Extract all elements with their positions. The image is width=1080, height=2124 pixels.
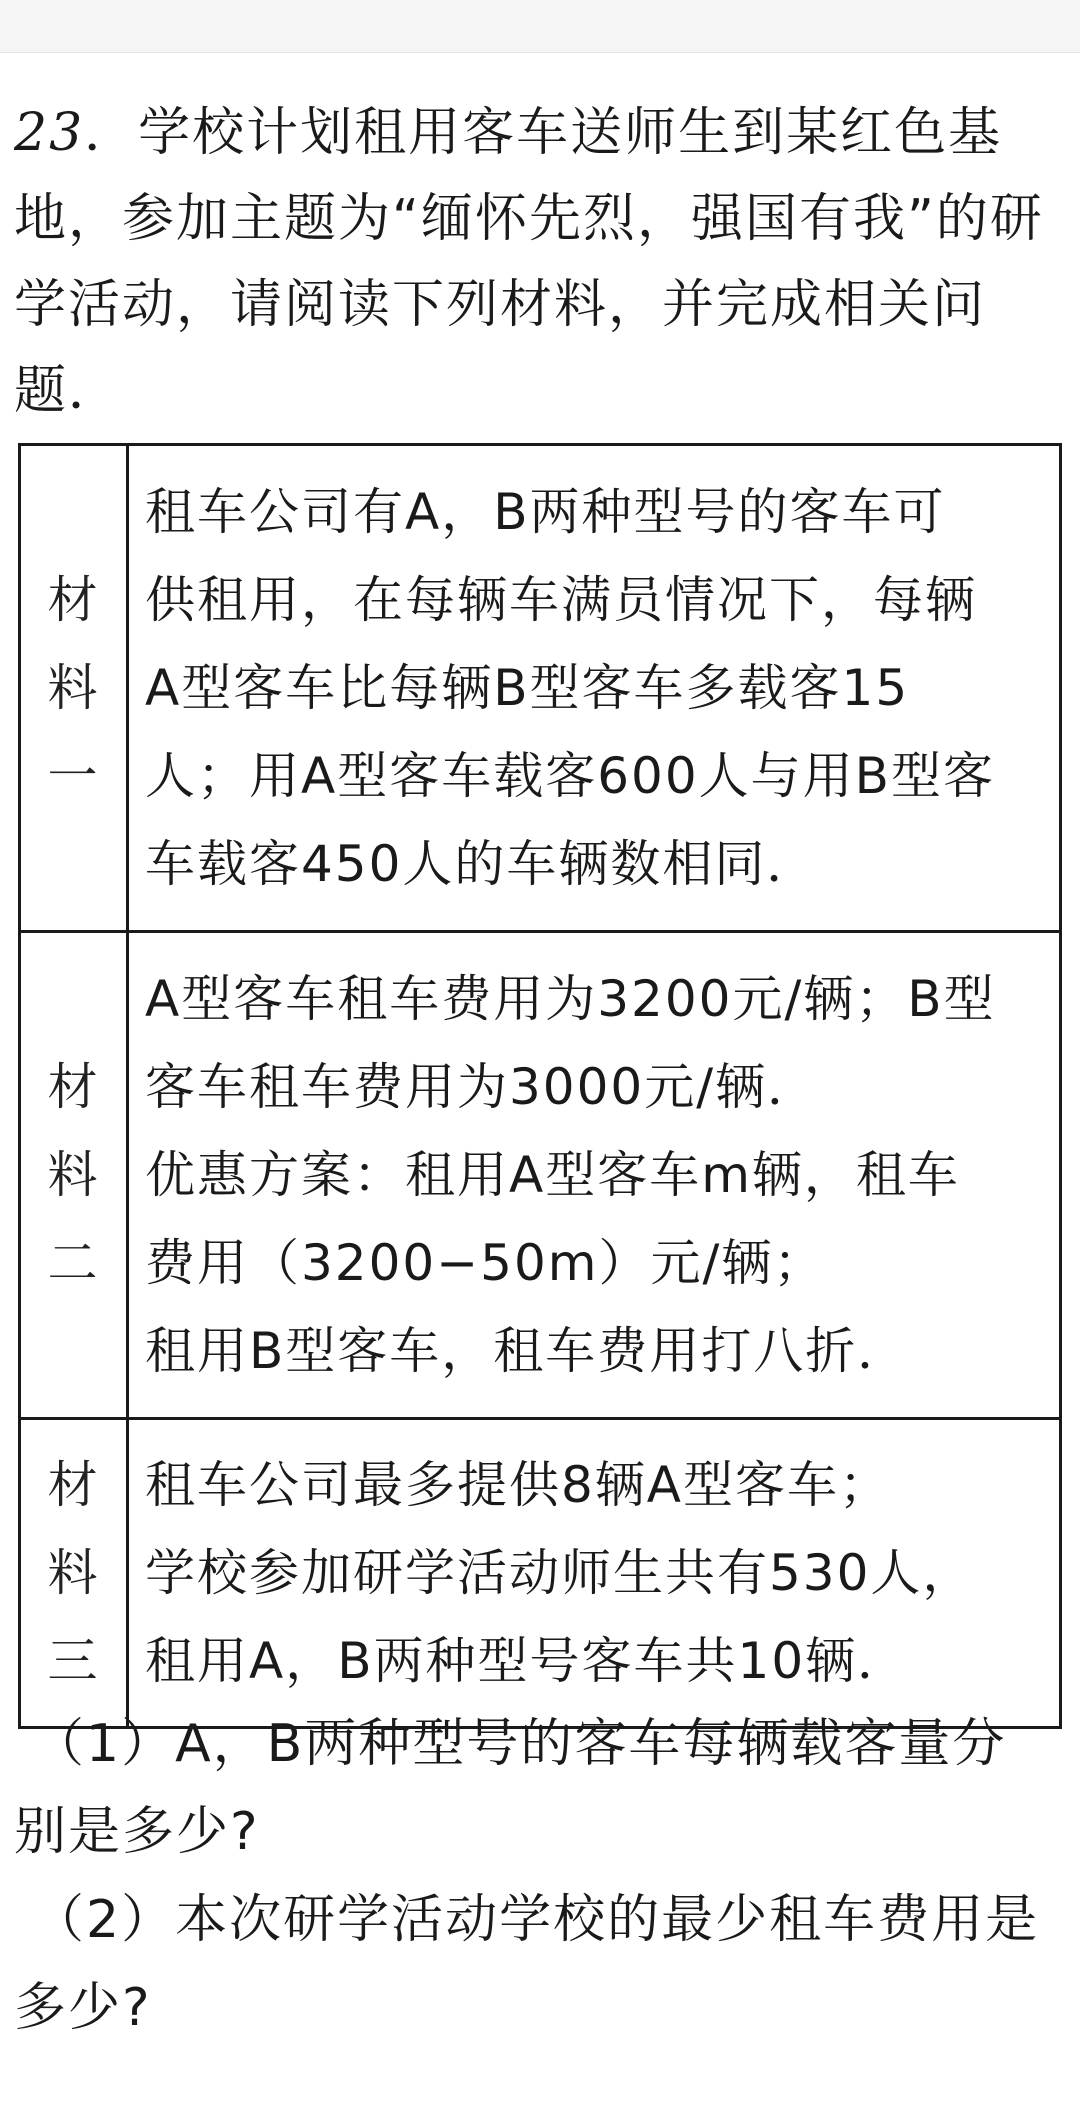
material-line: 租用B型客车，租车费用打八折． bbox=[145, 1322, 910, 1380]
intro-line: 地，参加主题为“缅怀先烈，强国有我”的研 bbox=[14, 189, 1044, 249]
material-label-cell bbox=[20, 932, 128, 1419]
intro-line: ．学校计划租用客车送师生到某红色基 bbox=[84, 103, 1003, 163]
material-line: 学校参加研学活动师生共有530人， bbox=[145, 1544, 975, 1602]
material-line: 优惠方案：租用A型客车m辆，租车 bbox=[145, 1146, 960, 1204]
intro-line: 学活动，请阅读下列材料，并完成相关问 bbox=[14, 275, 987, 335]
material-line: 租车公司最多提供8辆A型客车； bbox=[145, 1456, 892, 1514]
sub-question-line: （1）A，B两种型号的客车每辆载客量分 bbox=[32, 1714, 1007, 1774]
material-row bbox=[20, 445, 1061, 932]
question-number: 23 bbox=[14, 103, 85, 163]
material-label: 材料三 bbox=[47, 1456, 100, 1690]
material-line: 车载客450人的车辆数相同． bbox=[145, 835, 819, 893]
material-line: A型客车租车费用为3200元/辆；B型 bbox=[145, 970, 996, 1028]
material-line: 费用（3200−50m）元/辆； bbox=[145, 1234, 826, 1292]
question-intro bbox=[14, 90, 1064, 434]
material-line: 租用A，B两种型号客车共10辆． bbox=[145, 1632, 910, 1690]
material-label: 材料二 bbox=[47, 1058, 100, 1292]
sub-question-line: 别是多少? bbox=[14, 1802, 260, 1862]
material-label-cell bbox=[20, 445, 128, 932]
sub-question-line: 多少? bbox=[14, 1978, 152, 2038]
problem-content bbox=[0, 52, 1080, 2038]
material-body bbox=[128, 932, 1061, 1419]
material-body bbox=[128, 445, 1061, 932]
material-label: 材料一 bbox=[47, 571, 100, 805]
materials-table bbox=[18, 443, 1062, 1729]
material-line: 供租用，在每辆车满员情况下，每辆 bbox=[145, 571, 977, 629]
sub-question-line: （2）本次研学活动学校的最少租车费用是 bbox=[32, 1890, 1040, 1950]
sub-questions bbox=[14, 1700, 1064, 2052]
material-line: A型客车比每辆B型客车多载客15 bbox=[145, 659, 910, 717]
intro-line: 题． bbox=[14, 361, 123, 421]
material-line: 租车公司有A，B两种型号的客车可 bbox=[145, 483, 946, 541]
material-row bbox=[20, 1419, 1061, 1728]
top-bar bbox=[0, 0, 1080, 53]
material-line: 人；用A型客车载客600人与用B型客 bbox=[145, 747, 995, 805]
material-label-cell bbox=[20, 1419, 128, 1728]
material-line: 客车租车费用为3000元/辆． bbox=[145, 1058, 820, 1116]
material-row bbox=[20, 932, 1061, 1419]
material-body bbox=[128, 1419, 1061, 1728]
